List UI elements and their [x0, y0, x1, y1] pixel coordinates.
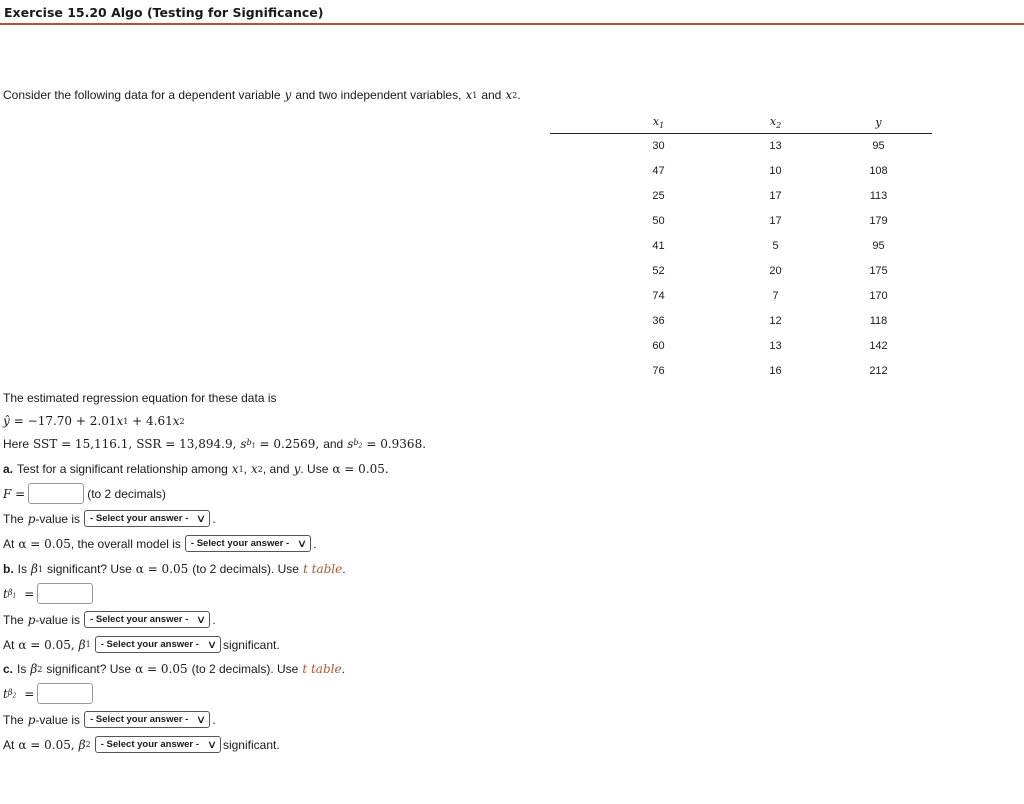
regression-intro: The estimated regression equation for these data is [3, 391, 277, 405]
col-header-x1: $x_1$ [550, 113, 726, 133]
part-b-pvalue-select[interactable]: - Select your answer - ∨ [84, 611, 210, 628]
part-c-pvalue-select[interactable]: - Select your answer - ∨ [84, 711, 210, 728]
part-a-pvalue-row: The p -value is - Select your answer - ∨ . [3, 511, 216, 526]
t-beta1-row: t $\beta_1$ = [3, 583, 93, 604]
table-row: 30 13 95 [652, 139, 885, 152]
t-beta2-input[interactable] [37, 683, 93, 704]
part-b-significance-row: At α = 0.05, β 1 - Select your answer - ∨ significant. [3, 637, 280, 652]
beta2-significance-select[interactable]: - Select your answer - ∨ [95, 736, 221, 753]
col-header-y: y [826, 113, 932, 133]
t-beta2-row: t $\beta_2$ = [3, 683, 93, 704]
table-row: 25 17 113 [652, 189, 888, 202]
table-row: 36 12 118 [652, 314, 888, 327]
part-a-model-row: At α = 0.05 , the overall model is - Select your answer - ∨ . [3, 536, 317, 551]
t-beta1-input[interactable] [37, 583, 93, 604]
part-a-pvalue-select[interactable]: - Select your answer - ∨ [84, 510, 210, 527]
t-table-link[interactable]: t table [302, 662, 342, 676]
regression-equation: ŷ = −17.70 + 2.01 x 1 + 4.61 x 2 [3, 414, 185, 428]
chevron-down-icon: ∨ [196, 714, 207, 726]
chevron-down-icon: ∨ [196, 513, 207, 525]
chevron-down-icon: ∨ [296, 538, 308, 550]
part-c-significance-row: At α = 0.05, β 2 - Select your answer - ∨ significant. [3, 737, 280, 752]
beta1-significance-select[interactable]: - Select your answer - ∨ [95, 636, 221, 653]
f-statistic-input[interactable] [28, 483, 84, 504]
regression-stats: Here SST = 15,116.1, SSR = 13,894.9, s $b_1$ = 0.2569, and s $b_2$ = 0.9368. [3, 437, 427, 451]
intro-text: Consider the following data for a dependent variable y and two independent variables, x 1 and x 2 . [3, 88, 521, 102]
table-row: 47 10 108 [652, 164, 888, 177]
part-c-question: c. Is β 2 significant? Use α = 0.05 (to 2 decimals). Use t table . [3, 662, 345, 676]
table-header-row [550, 113, 932, 133]
part-c-pvalue-row: The p -value is - Select your answer - ∨ . [3, 712, 216, 727]
col-header-x2: $x_2$ [726, 113, 826, 133]
table-row: 41 5 95 [652, 239, 885, 252]
part-b-question: b. Is β 1 significant? Use α = 0.05 (to 2 decimals). Use t table . [3, 562, 346, 576]
table-row: 76 16 212 [652, 364, 888, 377]
chevron-down-icon: ∨ [196, 614, 207, 626]
title-divider [0, 23, 1024, 25]
table-row: 50 17 179 [652, 214, 888, 227]
overall-model-select[interactable]: - Select your answer - ∨ [185, 535, 311, 552]
table-row: 60 13 142 [652, 339, 888, 352]
data-table [550, 113, 932, 383]
table-row: 52 20 175 [652, 264, 888, 277]
part-a-question: a. Test for a significant relationship among x 1 , x 2 , and y . Use α = 0.05. [3, 462, 389, 476]
part-b-pvalue-row: The p -value is - Select your answer - ∨ . [3, 612, 216, 627]
page-title: Exercise 15.20 Algo (Testing for Significance) [4, 5, 324, 20]
chevron-down-icon: ∨ [206, 639, 218, 651]
t-table-link[interactable]: t table [302, 562, 343, 576]
f-row: F = (to 2 decimals) [3, 483, 166, 504]
chevron-down-icon: ∨ [206, 739, 218, 751]
table-row: 74 7 170 [652, 289, 888, 302]
